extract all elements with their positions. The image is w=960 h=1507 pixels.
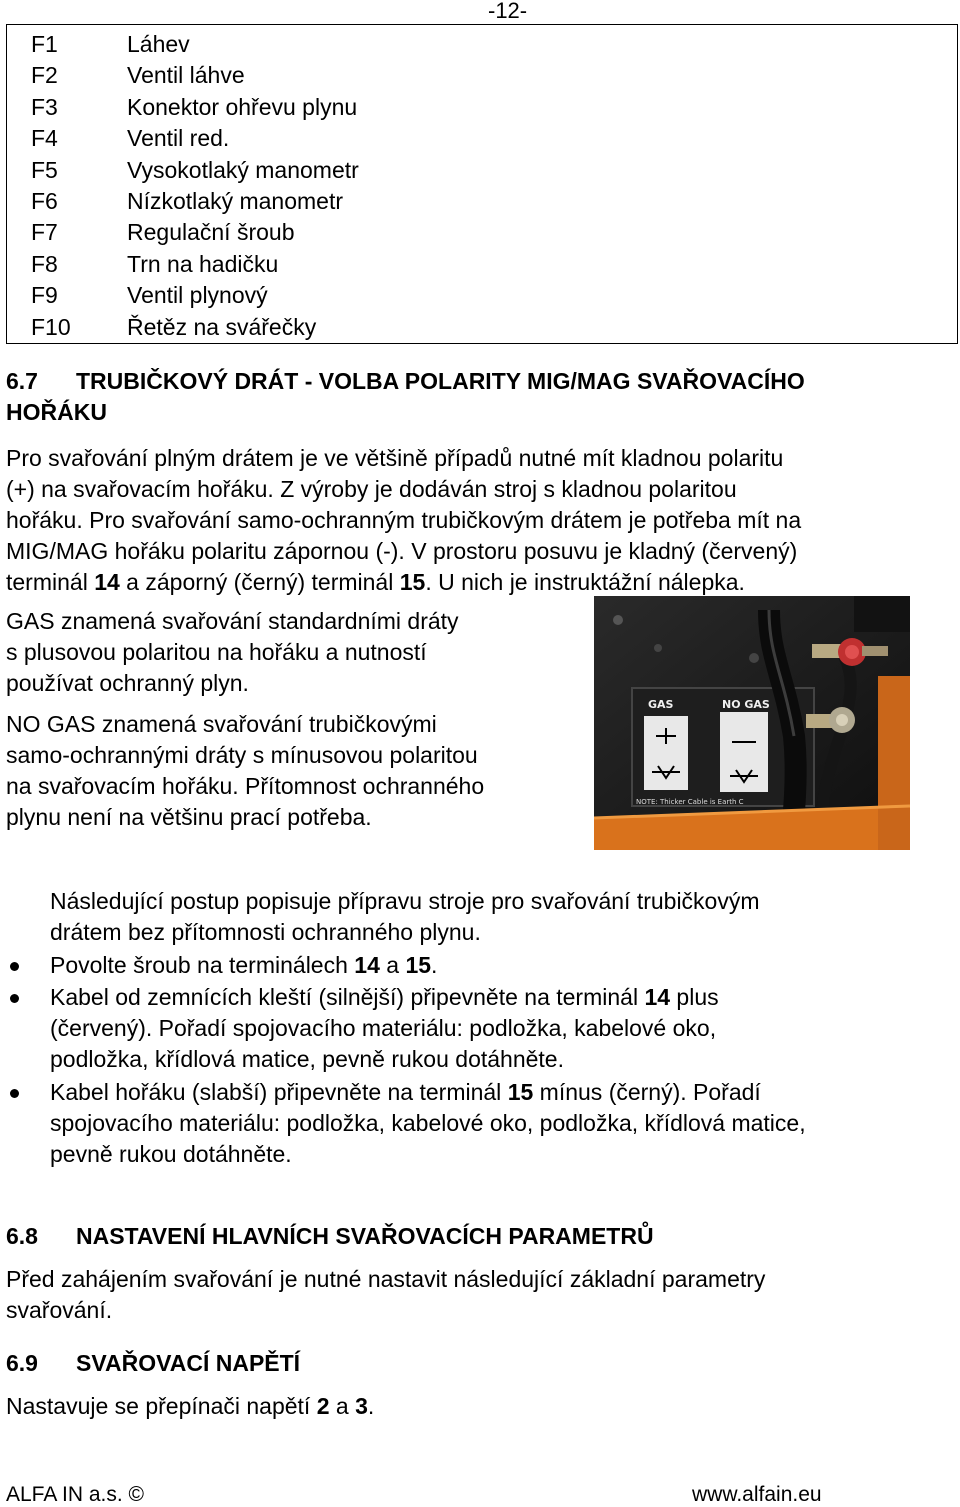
part-code: F10 (31, 313, 71, 340)
text-line: GAS znamená svařování standardními dráty (6, 608, 459, 634)
bullet-item (50, 950, 437, 981)
bullet-icon (10, 1089, 19, 1098)
text: a záporný (černý) terminál (119, 569, 400, 595)
text-line: Pro svařování plným drátem je ve většině případů nutné mít kladnou polaritu (6, 445, 784, 471)
part-code: F3 (31, 93, 58, 120)
terminal-photo-graphic (594, 596, 910, 850)
part-code: F8 (31, 250, 58, 277)
intro-paragraph (6, 443, 801, 598)
bullet-icon (10, 994, 19, 1003)
nogas-paragraph (6, 709, 484, 833)
text: . (367, 1393, 375, 1419)
text-line: samo-ochrannými dráty s mínusovou polaritou (6, 742, 478, 768)
text-line: MIG/MAG hořáku polaritu zápornou (-). V prostoru posuvu je kladný (červený) (6, 538, 798, 564)
text: . (431, 952, 438, 978)
page-number: -12- (488, 0, 528, 23)
label-note: NOTE: Thicker Cable is Earth C (636, 798, 744, 806)
part-code: F2 (31, 62, 58, 89)
text-line: podložka, křídlová matice, pevně rukou dotáhněte. (50, 1046, 564, 1072)
text: a (329, 1393, 356, 1419)
text-line: svařování. (6, 1297, 113, 1323)
part-name: Konektor ohřevu plynu (127, 93, 358, 120)
terminal-number: 15 (399, 569, 426, 595)
text: terminál (6, 569, 95, 595)
label-nogas: NO GAS (722, 698, 770, 711)
part-code: F9 (31, 282, 58, 309)
switch-number: 3 (355, 1393, 368, 1419)
text: . U nich je instruktážní nálepka. (425, 569, 745, 595)
text-line: Před zahájením svařování je nutné nastavit následující základní parametry (6, 1266, 766, 1292)
part-code: F4 (31, 125, 58, 152)
procedure-paragraph (50, 886, 760, 948)
section-6-8-heading (0, 1221, 960, 1252)
section-title: NASTAVENÍ HLAVNÍCH SVAŘOVACÍCH PARAMETRŮ (76, 1223, 654, 1249)
text-line: plynu není na většinu prací potřeba. (6, 804, 372, 830)
terminal-number: 14 (94, 569, 120, 595)
section-number: 6.8 (6, 1223, 38, 1249)
text-line (6, 1391, 374, 1422)
text-line: hořáku. Pro svařování samo-ochranným trubičkovým drátem je potřeba mít na (6, 507, 802, 533)
section-number: 6.9 (6, 1350, 38, 1376)
section-number: 6.7 (6, 368, 38, 394)
text-line: spojovacího materiálu: podložka, kabelové oko, podložka, křídlová matice, (50, 1110, 806, 1136)
part-code: F6 (31, 188, 58, 214)
part-code: F5 (31, 156, 58, 183)
text-line (6, 567, 801, 598)
part-name: Vysokotlaký manometr (127, 156, 359, 183)
label-gas: GAS (648, 698, 674, 711)
terminal-number: 15 (405, 952, 432, 978)
switch-number: 2 (316, 1393, 330, 1419)
text: a (379, 952, 406, 978)
part-name: Trn na hadičku (127, 250, 279, 277)
footer-website-link[interactable]: www.alfain.eu (692, 1483, 822, 1506)
text-line: na svařovacím hořáku. Přítomnost ochranného (6, 773, 485, 799)
text-line: (červený). Pořadí spojovacího materiálu: podložka, kabelové oko, (50, 1015, 717, 1041)
bullet-item (50, 982, 719, 1075)
section-6-9-paragraph (6, 1391, 374, 1422)
text: plus (670, 984, 719, 1010)
text: Kabel hořáku (slabší) připevněte na terminál (50, 1079, 508, 1105)
section-6-8-paragraph (6, 1264, 765, 1326)
section-title: SVAŘOVACÍ NAPĚTÍ (76, 1350, 301, 1376)
section-title-line2: HOŘÁKU (6, 399, 107, 425)
text: Kabel od zemnících kleští (silnější) připevněte na terminál (50, 984, 645, 1010)
part-name: Řetěz na svářečky (127, 313, 317, 340)
gas-paragraph (6, 606, 459, 699)
text-line: pevně rukou dotáhněte. (50, 1141, 292, 1167)
terminal-number: 14 (354, 952, 380, 978)
part-name: Nízkotlaký manometr (127, 188, 344, 214)
footer-company: ALFA IN a.s. © (6, 1483, 145, 1506)
part-name: Regulační šroub (127, 219, 295, 246)
text-line (50, 1077, 806, 1108)
section-title-line1: TRUBIČKOVÝ DRÁT - VOLBA POLARITY MIG/MAG SVAŘOVACÍHO (76, 368, 805, 394)
part-code: F1 (31, 31, 58, 57)
part-name: Láhev (127, 31, 190, 57)
part-code: F7 (31, 219, 58, 246)
bullet-icon (10, 962, 19, 971)
terminal-photo (594, 596, 910, 850)
bullet-item (50, 1077, 806, 1170)
section-6-9-heading (0, 1348, 960, 1379)
terminal-number: 15 (507, 1079, 534, 1105)
text-line: s plusovou polaritou na hořáku a nutností (6, 639, 427, 665)
text: Povolte šroub na terminálech (50, 952, 355, 978)
text-line: používat ochranný plyn. (6, 670, 249, 696)
text-line: drátem bez přítomnosti ochranného plynu. (50, 919, 481, 945)
text-line: NO GAS znamená svařování trubičkovými (6, 711, 437, 737)
parts-table (6, 24, 958, 344)
text-line: (+) na svařovacím hořáku. Z výroby je dodáván stroj s kladnou polaritou (6, 476, 737, 502)
text: mínus (černý). Pořadí (533, 1079, 761, 1105)
part-name: Ventil plynový (127, 282, 268, 309)
section-6-7-heading (0, 366, 960, 428)
text-line: Následující postup popisuje přípravu stroje pro svařování trubičkovým (50, 888, 760, 914)
part-name: Ventil láhve (127, 62, 245, 89)
text: Nastavuje se přepínači napětí (6, 1393, 317, 1419)
part-name: Ventil red. (127, 125, 230, 152)
text-line (50, 982, 719, 1013)
terminal-number: 14 (644, 984, 671, 1010)
